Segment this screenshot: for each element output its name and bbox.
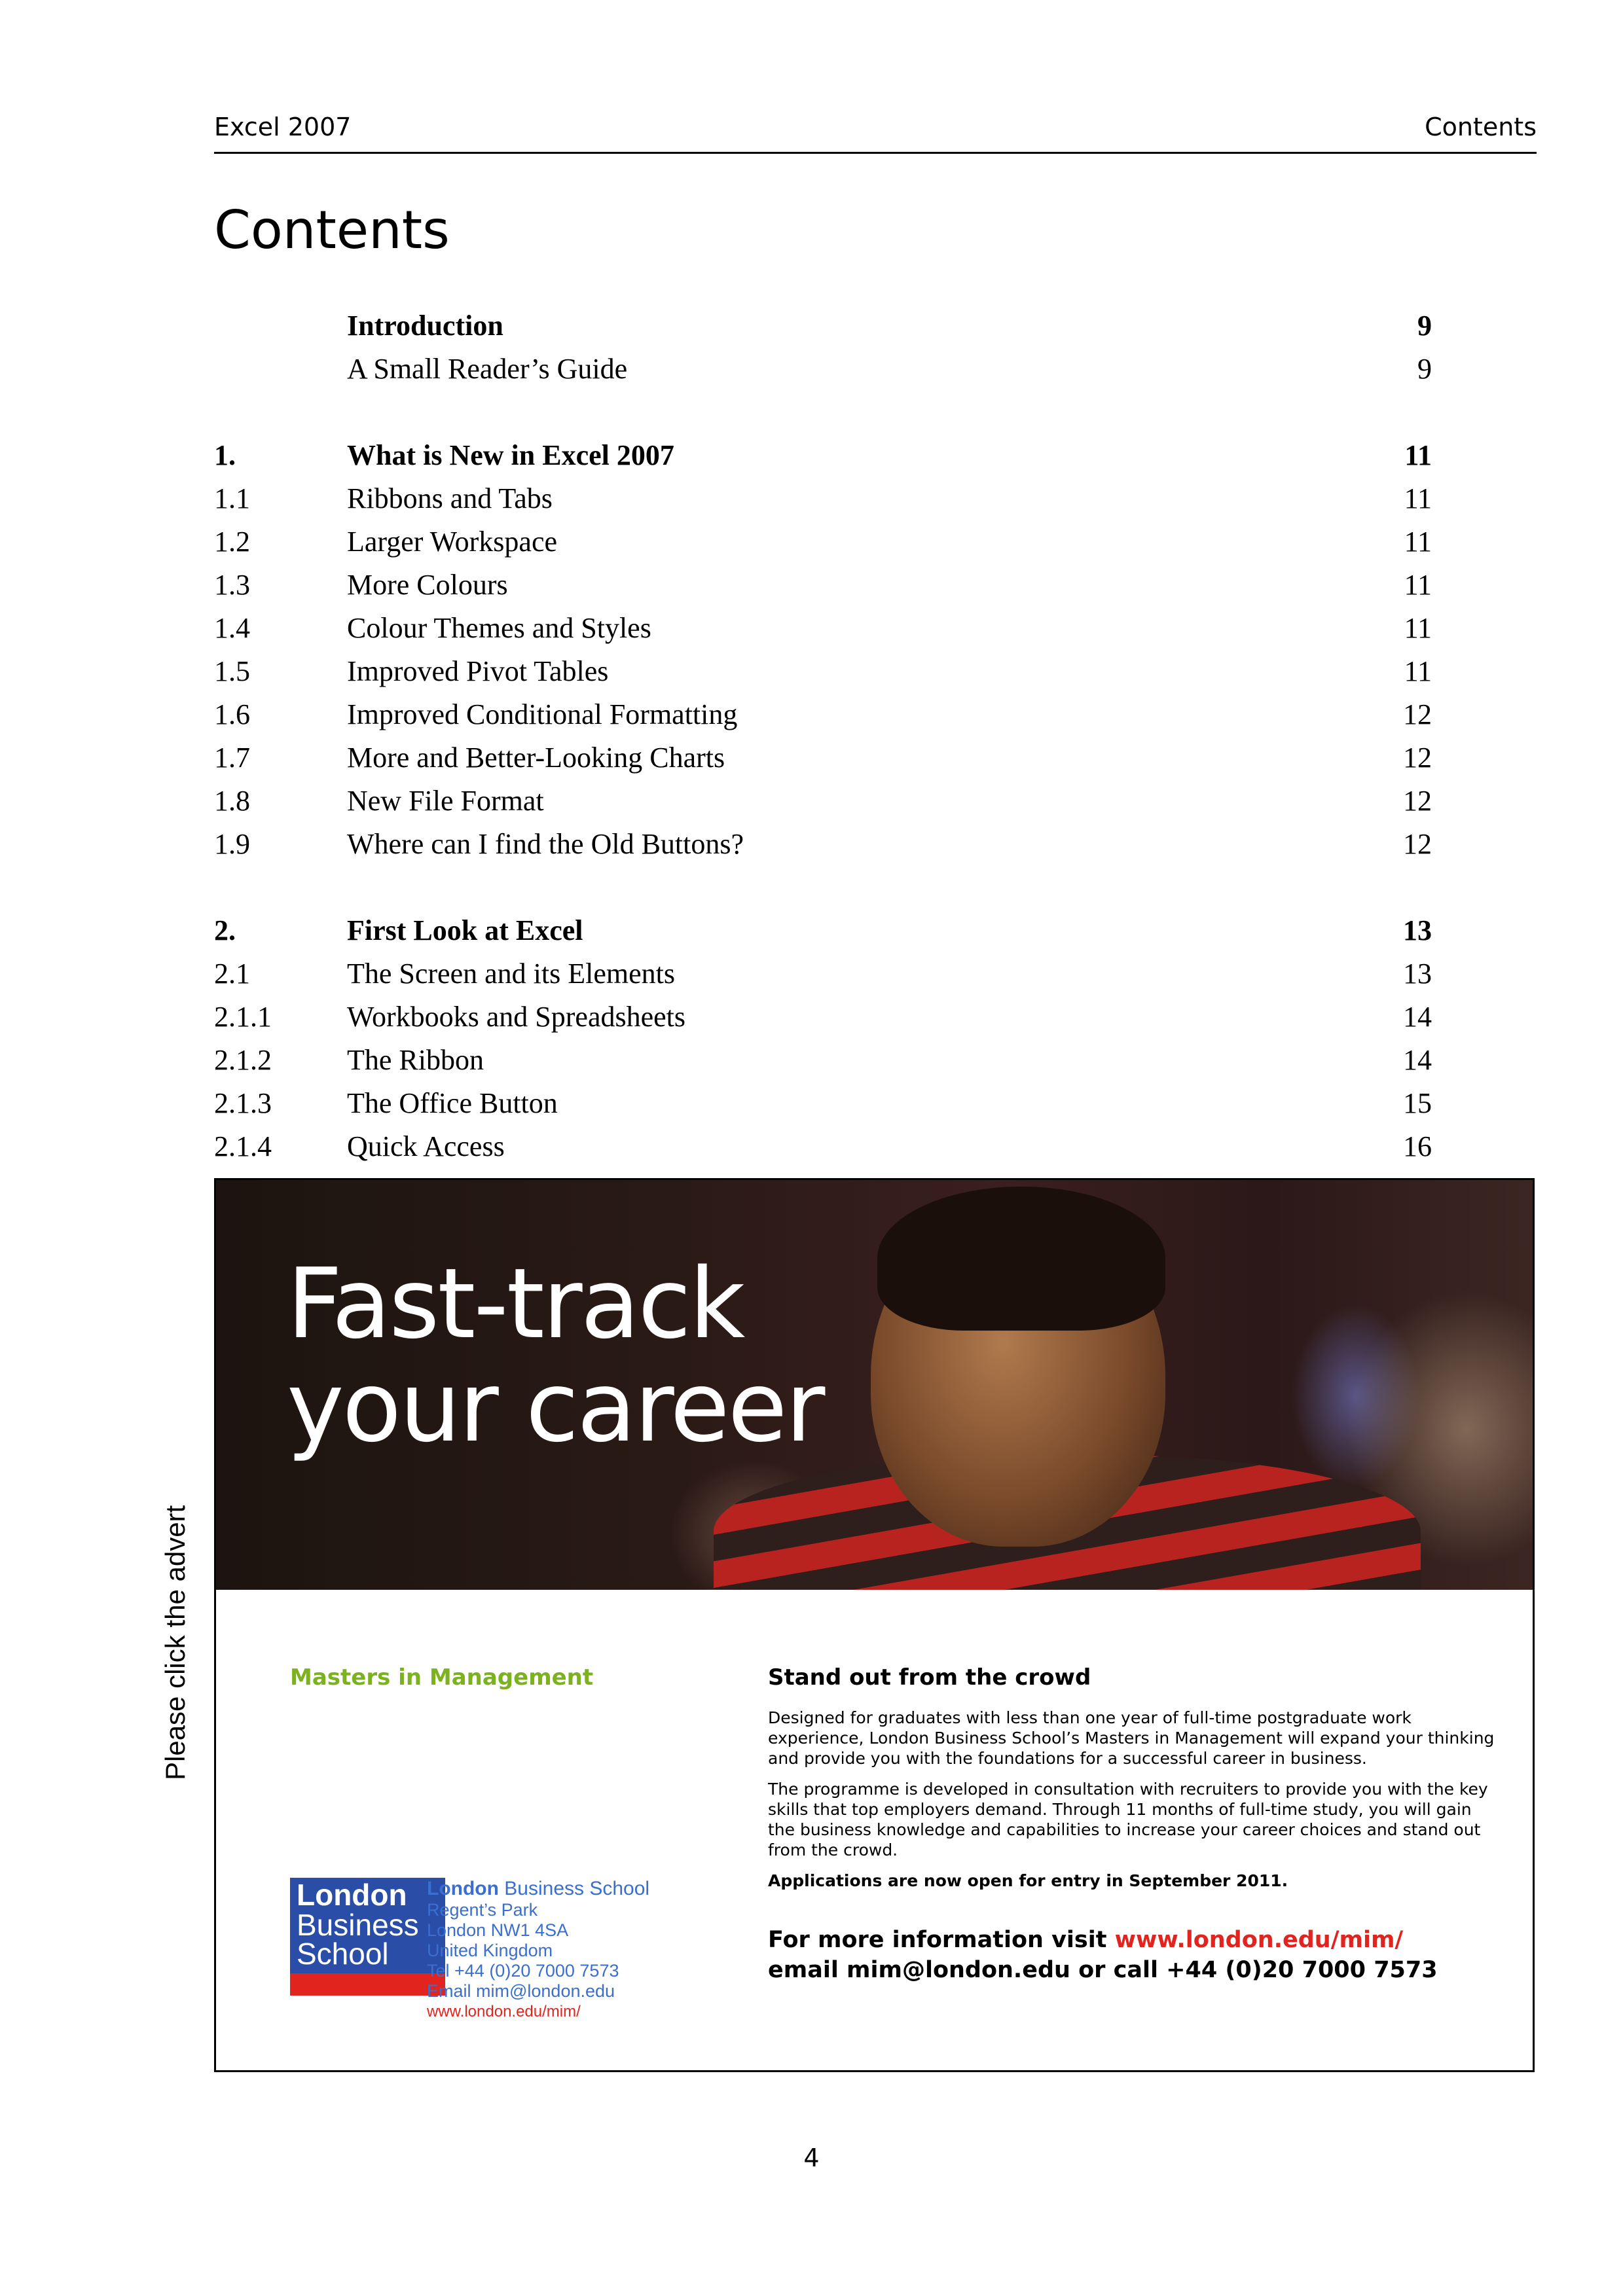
toc-entry[interactable]: [214, 434, 1432, 477]
toc-entry-title: Ribbons and Tabs: [347, 482, 553, 514]
photo-hair-shape: [877, 1187, 1165, 1331]
toc-entry-title: A Small Reader’s Guide: [347, 353, 628, 385]
toc-entry-number: 1.9: [214, 828, 250, 860]
logo-line-2: Business: [297, 1908, 419, 1942]
advert-photo: [216, 1180, 1533, 1590]
logo-line-3: School: [297, 1937, 389, 1971]
toc-entry[interactable]: [214, 1082, 1432, 1125]
toc-entry-title: Workbooks and Spreadsheets: [347, 1001, 686, 1033]
toc-entry-page: 16: [1403, 1130, 1432, 1162]
toc-entry-number: 1.6: [214, 698, 250, 730]
advert-paragraph-1: Designed for graduates with less than one year of full-time postgraduate work experience, London Business School’s Masters in Management will expand your thinking and provide you with the foundations for a successful career in business.: [768, 1708, 1495, 1768]
address-block: [427, 1878, 649, 2022]
toc-entry[interactable]: [214, 823, 1432, 866]
toc-entry-number: 2.1.3: [214, 1087, 272, 1119]
toc-entry[interactable]: [214, 952, 1432, 996]
toc-entry-page: 11: [1404, 612, 1432, 644]
toc-entry-page: 13: [1403, 914, 1432, 946]
toc-entry[interactable]: [214, 780, 1432, 823]
toc-entry[interactable]: [214, 909, 1432, 952]
toc-entry-title: Quick Access: [347, 1130, 505, 1162]
toc-entry-number: 2.1.1: [214, 1001, 272, 1033]
headline-line-1: Fast-track: [287, 1247, 744, 1360]
toc-entry[interactable]: [214, 996, 1432, 1039]
toc-entry-number: 2.: [214, 914, 236, 946]
toc-entry-page: 9: [1417, 310, 1432, 342]
table-of-contents: [214, 304, 1432, 1168]
header-section-title: Contents: [1425, 113, 1537, 141]
header-book-title: Excel 2007: [214, 113, 352, 141]
toc-entry[interactable]: [214, 564, 1432, 607]
toc-entry[interactable]: [214, 693, 1432, 736]
toc-entry-title: The Ribbon: [347, 1044, 484, 1076]
toc-entry-page: 11: [1404, 482, 1432, 514]
toc-entry[interactable]: [214, 304, 1432, 348]
toc-entry-title: Where can I find the Old Buttons?: [347, 828, 744, 860]
toc-entry-number: 1.: [214, 439, 236, 471]
toc-entry-number: 2.1.2: [214, 1044, 272, 1076]
more-info-prefix: For more information visit: [768, 1927, 1115, 1953]
advert-paragraph-2: The programme is developed in consultation with recruiters to provide you with the key skills that top employers demand. Through 11 months of full-time study, you will gain the business knowledge and capabilities to increase your career choices and stand out from the crowd.: [768, 1780, 1488, 1859]
toc-entry-title: The Screen and its Elements: [347, 958, 675, 990]
toc-entry[interactable]: [214, 520, 1432, 564]
applications-open-text: Applications are now open for entry in September 2011.: [768, 1871, 1288, 1890]
toc-entry-page: 12: [1403, 828, 1432, 860]
toc-entry-title: First Look at Excel: [347, 914, 583, 946]
toc-entry-page: 12: [1403, 785, 1432, 817]
address-line-2: London NW1 4SA: [427, 1920, 569, 1940]
school-name-bold: London: [427, 1878, 499, 1899]
toc-entry[interactable]: [214, 477, 1432, 520]
toc-entry-page: 13: [1403, 958, 1432, 990]
address-line-3: United Kingdom: [427, 1941, 553, 1960]
advert-body: [768, 1664, 1501, 1985]
stand-out-heading: Stand out from the crowd: [768, 1664, 1091, 1691]
toc-entry-number: 1.5: [214, 655, 250, 687]
toc-entry-title: Larger Workspace: [347, 526, 558, 558]
toc-entry-title: More Colours: [347, 569, 508, 601]
more-information: [768, 1925, 1501, 1985]
logo-line-1: London: [297, 1878, 407, 1912]
masters-label: Masters in Management: [290, 1664, 594, 1691]
headline-line-2: your career: [287, 1351, 824, 1463]
page-number: 4: [803, 2144, 820, 2172]
toc-entry-page: 11: [1404, 526, 1432, 558]
toc-entry[interactable]: [214, 650, 1432, 693]
toc-entry-number: 1.4: [214, 612, 250, 644]
advert-headline: [287, 1247, 824, 1463]
toc-entry-page: 15: [1403, 1087, 1432, 1119]
toc-entry[interactable]: [214, 1125, 1432, 1168]
toc-entry-number: 1.2: [214, 526, 250, 558]
toc-entry-page: 11: [1404, 439, 1432, 471]
toc-entry[interactable]: [214, 348, 1432, 391]
more-info-url-link[interactable]: www.london.edu/mim/: [1114, 1927, 1404, 1953]
toc-entry-page: 14: [1403, 1044, 1432, 1076]
toc-entry-number: 1.8: [214, 785, 250, 817]
toc-entry[interactable]: [214, 736, 1432, 780]
toc-entry-title: New File Format: [347, 785, 544, 817]
running-header: [214, 110, 1537, 154]
toc-entry-title: Introduction: [347, 310, 503, 342]
toc-entry[interactable]: [214, 607, 1432, 650]
more-info-contact: email mim@london.edu or call +44 (0)20 7000 7573: [768, 1957, 1438, 1983]
toc-entry-title: More and Better-Looking Charts: [347, 742, 725, 774]
toc-entry-title: Colour Themes and Styles: [347, 612, 651, 644]
address-web-link[interactable]: www.london.edu/mim/: [427, 2003, 581, 2020]
london-business-school-logo: [290, 1878, 445, 1996]
toc-entry-title: Improved Pivot Tables: [347, 655, 609, 687]
toc-entry-page: 12: [1403, 742, 1432, 774]
logo-red-bar: [290, 1973, 445, 1996]
toc-entry-number: 1.7: [214, 742, 250, 774]
toc-entry-page: 9: [1417, 353, 1432, 385]
toc-entry-number: 2.1: [214, 958, 250, 990]
toc-entry-page: 11: [1404, 569, 1432, 601]
school-name: [427, 1878, 649, 1900]
toc-entry-page: 11: [1404, 655, 1432, 687]
toc-entry-page: 12: [1403, 698, 1432, 730]
address-email[interactable]: Email mim@london.edu: [427, 1981, 615, 2001]
school-name-rest: Business School: [498, 1878, 650, 1899]
toc-entry-number: 1.1: [214, 482, 250, 514]
toc-entry-title: The Office Button: [347, 1087, 558, 1119]
toc-entry[interactable]: [214, 1039, 1432, 1082]
click-advert-side-text: Please click the advert: [160, 1505, 191, 1780]
address-line-1: Regent’s Park: [427, 1900, 538, 1920]
page-title: Contents: [214, 200, 450, 260]
toc-entry-title: Improved Conditional Formatting: [347, 698, 738, 730]
toc-entry-title: What is New in Excel 2007: [347, 439, 674, 471]
advert-banner[interactable]: [214, 1178, 1535, 2072]
address-tel: Tel +44 (0)20 7000 7573: [427, 1961, 619, 1981]
toc-entry-page: 14: [1403, 1001, 1432, 1033]
toc-entry-number: 1.3: [214, 569, 250, 601]
toc-entry-number: 2.1.4: [214, 1130, 272, 1162]
